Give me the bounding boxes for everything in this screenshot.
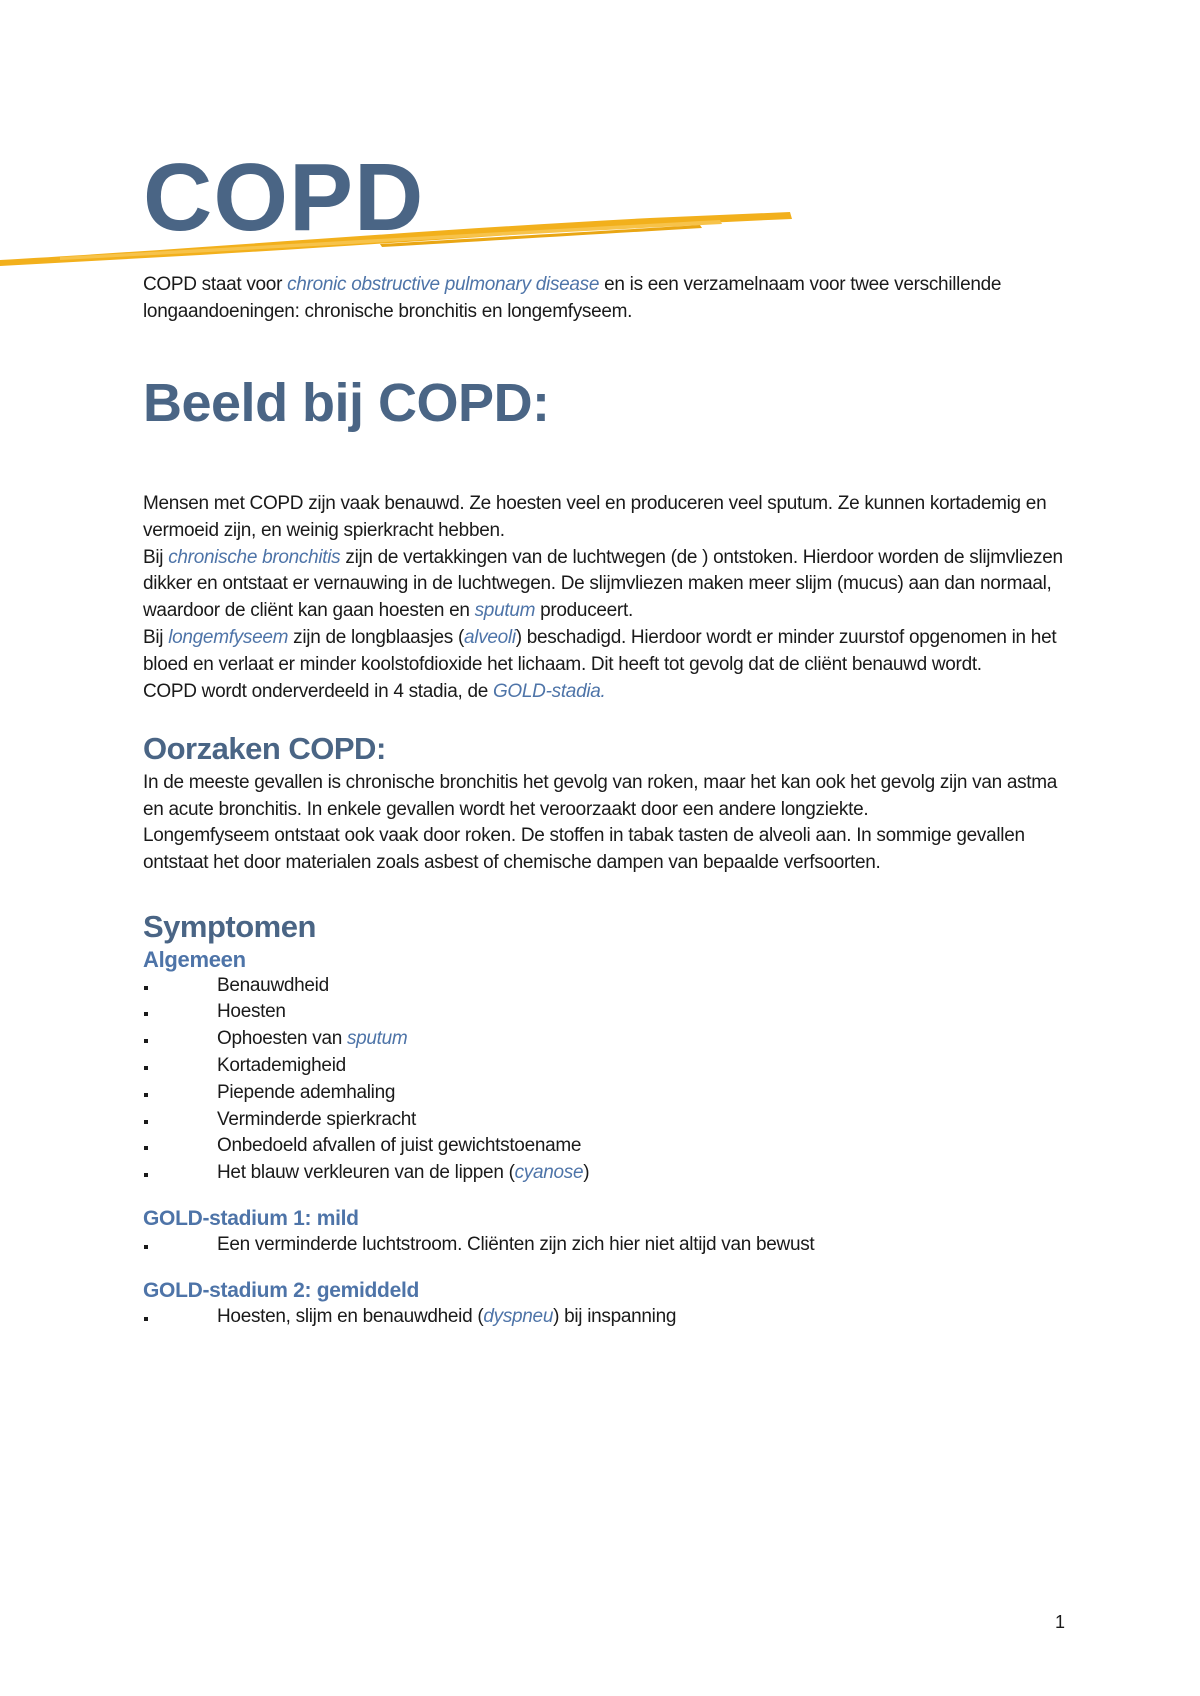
beeld-paragraph-1: Mensen met COPD zijn vaak benauwd. Ze hoesten veel en produceren veel sputum. Ze kunnen kortademig en vermoeid zijn, en weinig spierkracht hebben. [143,493,1047,541]
symptom-list-stage-2 [143,1304,1073,1331]
paragraph-text: Bij [143,627,169,649]
subheading-algemeen: Algemeen [143,947,246,973]
term-link[interactable]: dyspneu [483,1306,554,1328]
subheading-gold-stage-2: GOLD-stadium 2: gemiddeld [143,1279,420,1303]
list-item: Verminderde spierkracht [143,1107,1073,1134]
list-item: Kortademigheid [143,1053,1073,1080]
paragraph-text: zijn de longblaasjes ( [288,627,464,649]
term-link[interactable]: sputum [346,1028,408,1050]
term-link[interactable]: longemfyseem [168,627,289,649]
term-link[interactable]: chronische bronchitis [168,546,341,568]
list-item [143,1304,1073,1331]
document-content [143,272,1073,1331]
list-item-text: Het blauw verkleuren van de lippen ( [217,1162,515,1184]
intro-paragraph [143,272,1073,326]
list-item: Benauwdheid [143,973,1073,1000]
intro-text: COPD staat voor [143,274,288,295]
paragraph-text: zijn de vertakkingen van de luchtwegen (de ) ontstoken. Hierdoor worden de slijmvliezen dikker en ontstaat er vernauwing in de luchtwegen. De slijmvliezen maken meer slijm (mucus) aan dan normaal, waardoor de cliënt kan gaan hoesten en [143,546,1063,622]
term-link[interactable]: sputum [474,600,536,622]
subheading-gold-stage-1: GOLD-stadium 1: mild [143,1206,359,1230]
paragraph-text: COPD wordt onderverdeeld in 4 stadia, de [143,680,493,702]
list-item-text: Hoesten, slijm en benauwdheid ( [217,1306,484,1328]
beeld-paragraph-2 [143,545,1073,625]
intro-text: en is een verzamelnaam voor twee verschillende longaandoeningen: chronische bronchitis en longemfyseem. [143,274,1002,322]
oorzaken-paragraph-2: Longemfyseem ontstaat ook vaak door roken. De stoffen in tabak tasten de alveoli aan. In sommige gevallen ontstaat het door materialen zoals asbest of chemische dampen van bepaalde verfsoorten. [143,825,1025,874]
list-item: Piepende ademhaling [143,1080,1073,1107]
list-item: Een verminderde luchtstroom. Cliënten zijn zich hier niet altijd van bewust [143,1232,1073,1259]
list-item-text: Ophoesten van [217,1028,347,1050]
beeld-paragraph-3 [143,625,1073,679]
list-item-text: ) [583,1162,590,1184]
section-heading-beeld: Beeld bij COPD: [143,372,550,433]
list-item-text: ) bij inspanning [553,1306,677,1328]
paragraph-text: produceert. [535,600,633,622]
term-link[interactable]: chronic obstructive pulmonary disease [287,274,600,295]
list-item: Hoesten [143,999,1073,1026]
list-item [143,1160,1073,1187]
symptom-list-stage-1 [143,1232,1073,1259]
section-heading-oorzaken: Oorzaken COPD: [143,731,386,767]
section-heading-symptomen: Symptomen [143,908,316,944]
term-link[interactable]: cyanose [514,1162,584,1184]
list-item: Onbedoeld afvallen of juist gewichtstoename [143,1133,1073,1160]
symptom-list-algemeen [143,973,1073,1187]
page-number: 1 [1055,1612,1066,1632]
beeld-paragraph-4 [143,679,1073,706]
list-item [143,1026,1073,1053]
paragraph-text: Bij [143,546,169,568]
term-link[interactable]: GOLD-stadia. [492,680,606,702]
document-title: COPD [143,144,425,251]
term-link[interactable]: alveoli [464,627,516,649]
oorzaken-paragraph-1: In de meeste gevallen is chronische bronchitis het gevolg van roken, maar het kan ook het gevolg zijn van astma en acute bronchitis. In enkele gevallen wordt het veroorzaakt door een andere longziekte. [143,771,1058,820]
paragraph-text: ) beschadigd. Hierdoor wordt er minder zuurstof opgenomen in het bloed en verlaat er minder koolstofdioxide het lichaam. Dit heeft tot gevolg dat de cliënt benauwd wordt. [143,627,1057,675]
